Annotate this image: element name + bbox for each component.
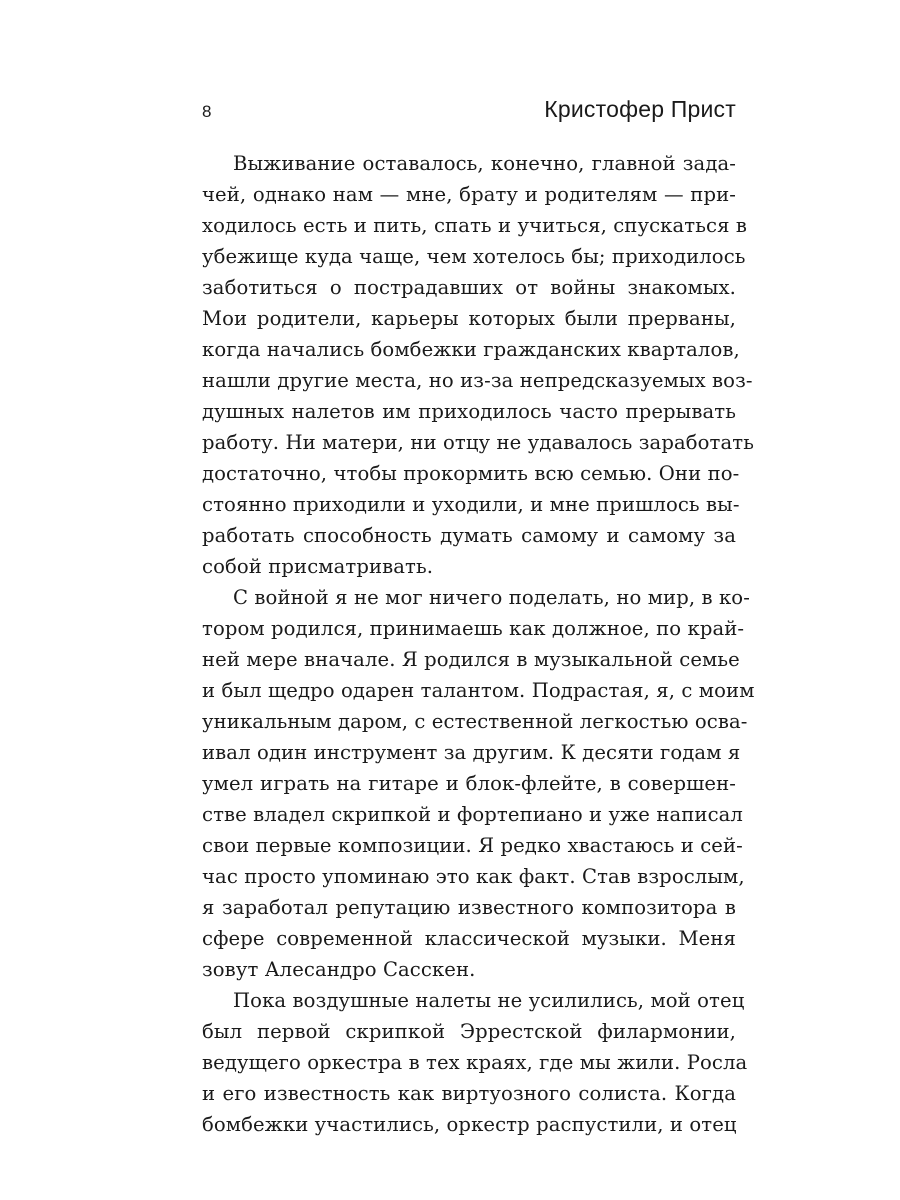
text-line: Пока воздушные налеты не усилились, мой отец bbox=[233, 989, 745, 1012]
page-number: 8 bbox=[202, 102, 212, 121]
text-line: бомбежки участились, оркестр распустили, и отец bbox=[202, 1113, 737, 1136]
text-line: я заработал репутацию известного композитора в bbox=[202, 896, 736, 919]
text-line: нашли другие места, но из-за непредсказуемых воз- bbox=[202, 369, 753, 392]
paragraph-2 bbox=[202, 582, 755, 985]
text-line: был первой скрипкой Эррестской филармонии, bbox=[202, 1020, 736, 1043]
text-line: умел играть на гитаре и блок-флейте, в совершен- bbox=[202, 772, 736, 795]
text-line: свои первые композиции. Я редко хвастаюсь и сей- bbox=[202, 834, 743, 857]
body-text bbox=[202, 148, 755, 1140]
text-line: достаточно, чтобы прокормить всю семью. Они по- bbox=[202, 462, 740, 485]
text-line: ней мере вначале. Я родился в музыкальной семье bbox=[202, 648, 740, 671]
text-line: убежище куда чаще, чем хотелось бы; приходилось bbox=[202, 245, 746, 268]
text-line: и его известность как виртуозного солиста. Когда bbox=[202, 1082, 736, 1105]
text-line: зовут Алесандро Сасскен. bbox=[202, 958, 476, 981]
text-line: ведущего оркестра в тех краях, где мы жили. Росла bbox=[202, 1051, 748, 1074]
text-line: Выживание оставалось, конечно, главной зада- bbox=[233, 152, 736, 175]
text-line: собой присматривать. bbox=[202, 555, 434, 578]
text-line: заботиться о пострадавших от войны знакомых. bbox=[202, 276, 736, 299]
running-title: Кристофер Прист bbox=[544, 96, 736, 122]
text-line: работу. Ни матери, ни отцу не удавалось заработать bbox=[202, 431, 754, 454]
page-header bbox=[202, 96, 736, 128]
text-line: уникальным даром, с естественной легкостью осва- bbox=[202, 710, 748, 733]
text-line: и был щедро одарен талантом. Подрастая, я, с моим bbox=[202, 679, 755, 702]
text-line: стоянно приходили и уходили, и мне пришлось вы- bbox=[202, 493, 740, 516]
text-line: тором родился, принимаешь как должное, по край- bbox=[202, 617, 745, 640]
text-line: работать способность думать самому и самому за bbox=[202, 524, 736, 547]
text-line: стве владел скрипкой и фортепиано и уже написал bbox=[202, 803, 743, 826]
paragraph-1 bbox=[202, 148, 754, 582]
text-line: ивал один инструмент за другим. К десяти годам я bbox=[202, 741, 741, 764]
text-line: чей, однако нам — мне, брату и родителям — при- bbox=[202, 183, 736, 206]
text-line: час просто упоминаю это как факт. Став взрослым, bbox=[202, 865, 745, 888]
text-line: душных налетов им приходилось часто прерывать bbox=[202, 400, 736, 423]
text-line: С войной я не мог ничего поделать, но мир, в ко- bbox=[233, 586, 750, 609]
text-line: когда начались бомбежки гражданских кварталов, bbox=[202, 338, 740, 361]
paragraph-3 bbox=[202, 985, 748, 1140]
text-line: сфере современной классической музыки. Меня bbox=[202, 927, 736, 950]
text-line: Мои родители, карьеры которых были прерваны, bbox=[202, 307, 736, 330]
text-line: ходилось есть и пить, спать и учиться, спускаться в bbox=[202, 214, 747, 237]
